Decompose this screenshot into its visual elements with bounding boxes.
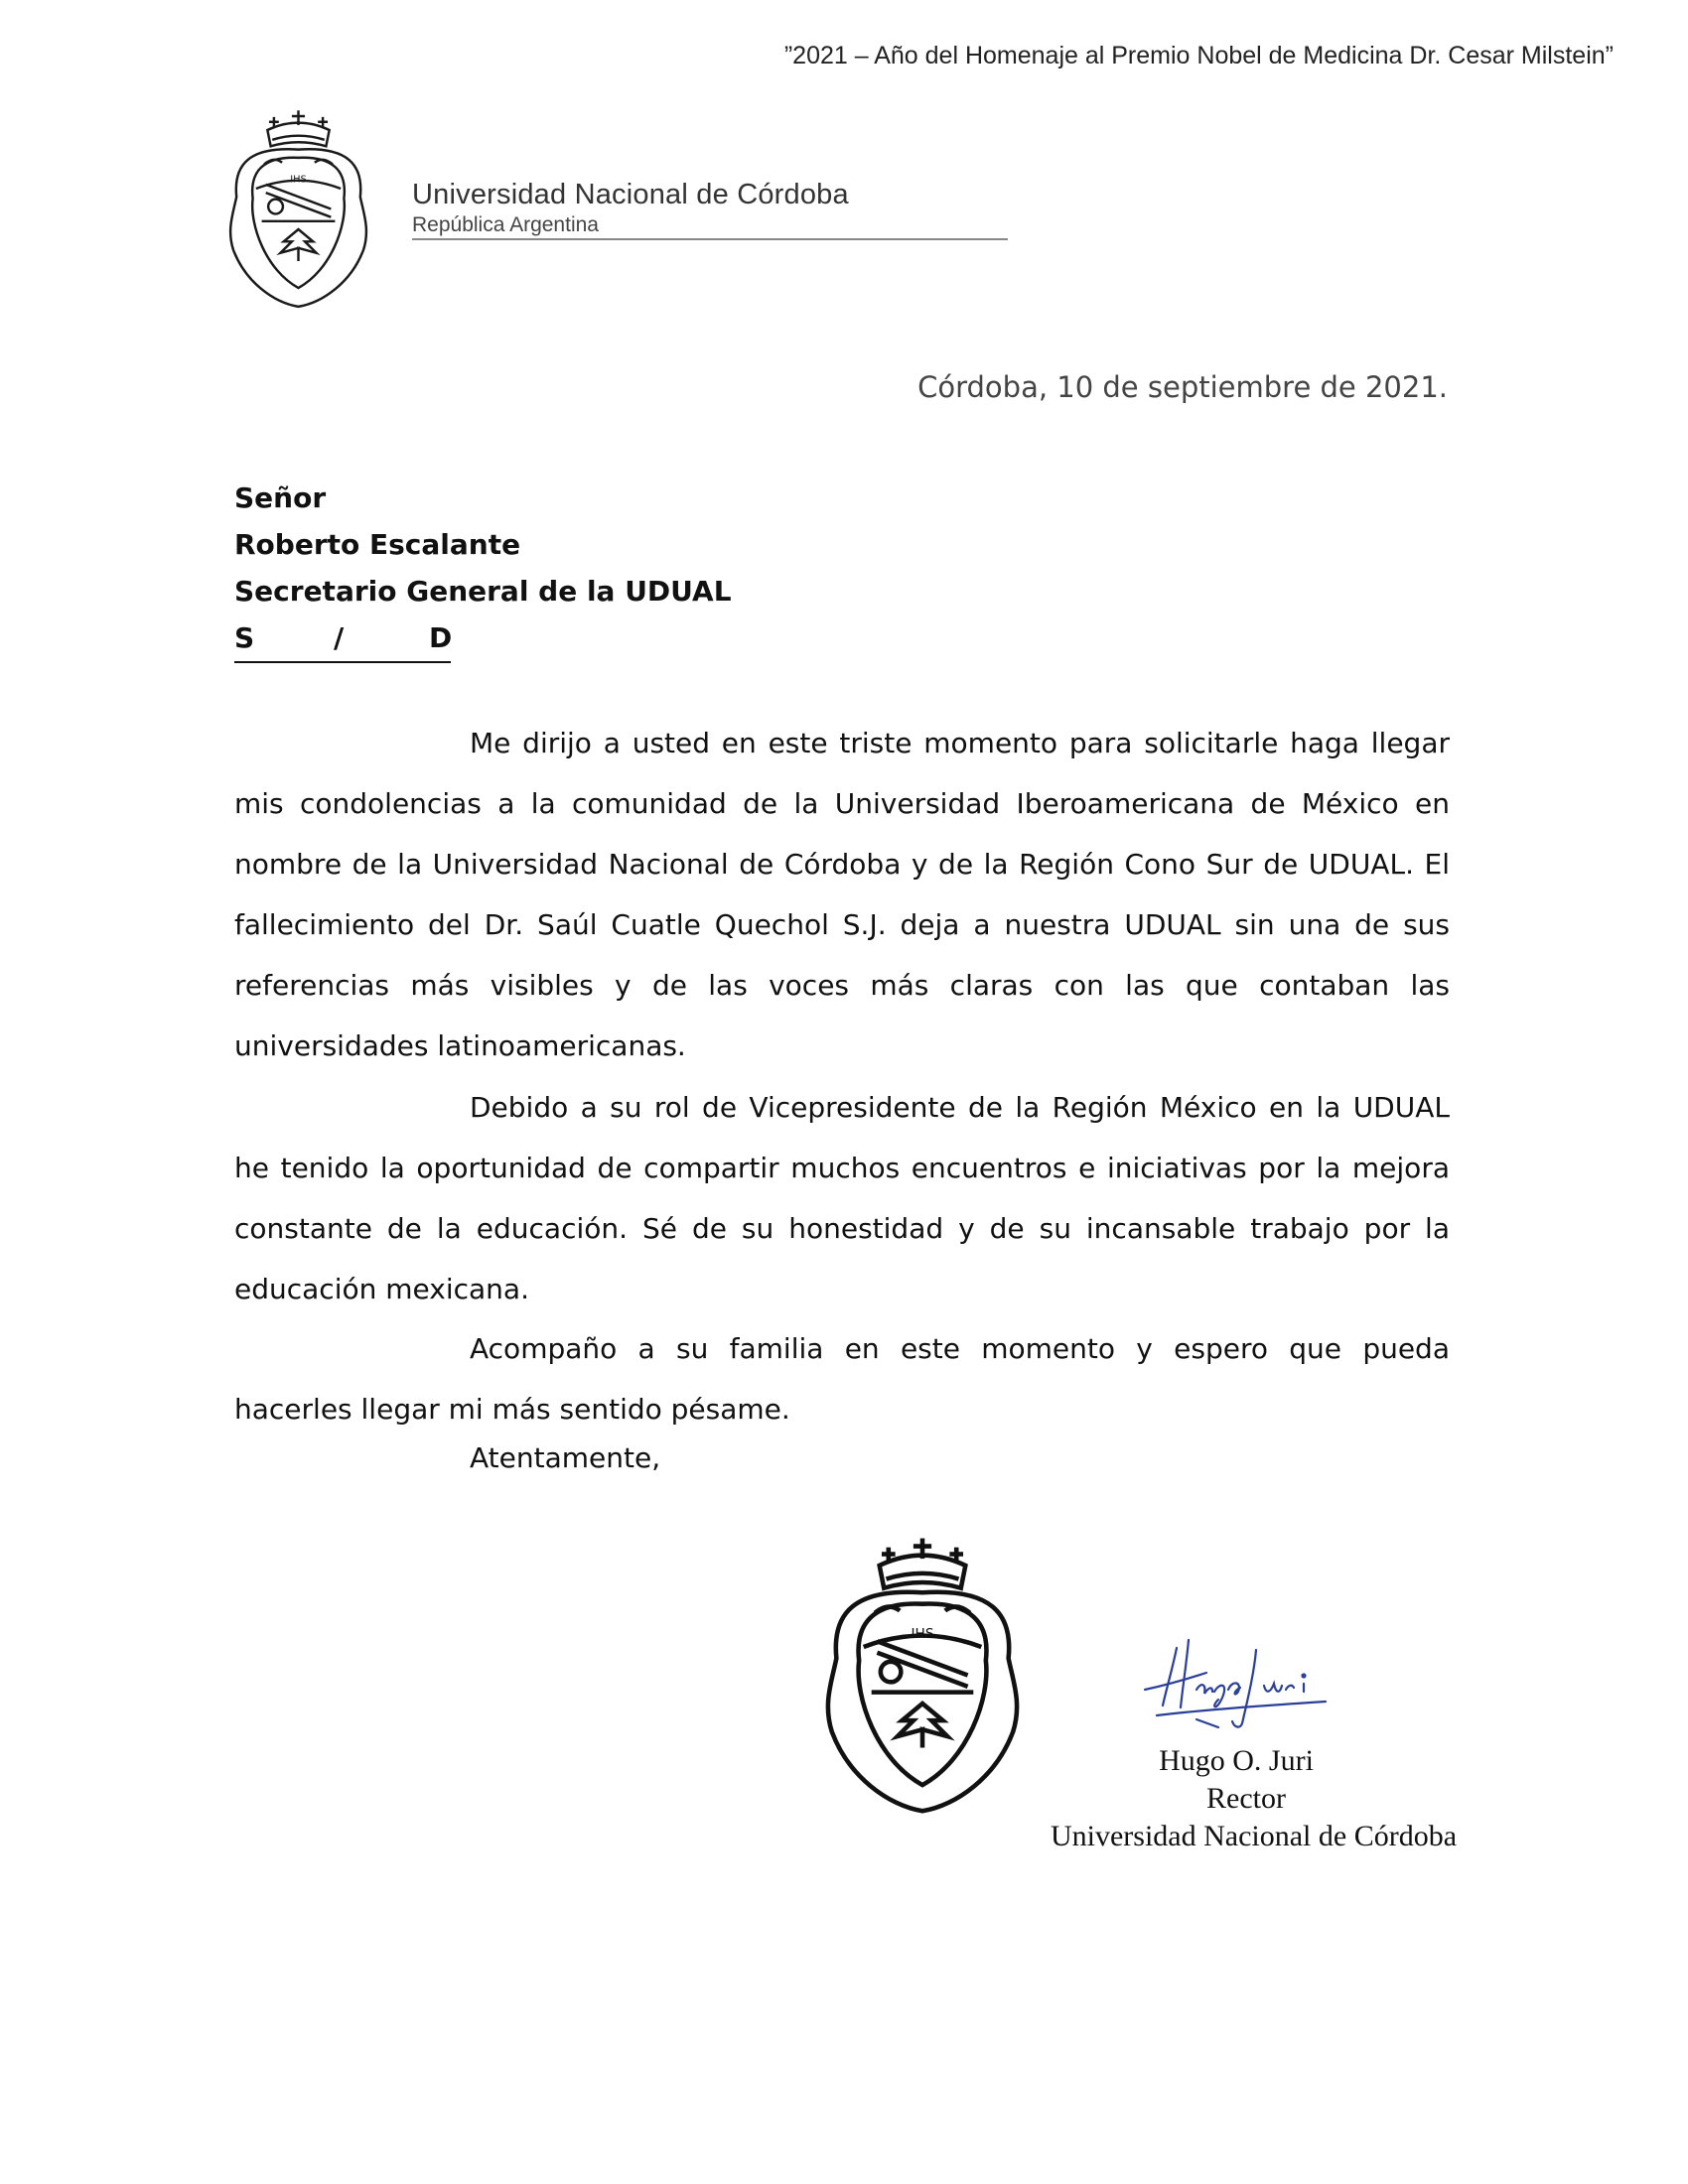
university-crest-icon xyxy=(216,107,380,311)
svg-text:IHS: IHS xyxy=(911,1625,934,1642)
handwritten-signature-icon xyxy=(1137,1628,1336,1737)
su-despacho xyxy=(234,614,732,663)
recipient-block xyxy=(234,475,732,663)
commemoration-header: ”2021 – Año del Homenaje al Premio Nobel de Medicina Dr. Cesar Milstein” xyxy=(783,42,1614,69)
sd-slash: / xyxy=(334,621,345,654)
letter-paragraph: Me dirijo a usted en este triste momento para solicitarle haga llegar mis condolencias a la comunidad de la Universidad Iberoamericana de México en nombre de la Universidad Nacional de Córdoba y de la Región Cono Sur de UDUAL. El fallecimiento del Dr. Saúl Cuatle Quechol S.J. deja a nuestra UDUAL sin una de sus referencias más visibles y de las voces más claras con las que contaban las universidades latinoamericanas. xyxy=(234,727,1450,1062)
letter-date: Córdoba, 10 de septiembre de 2021. xyxy=(917,370,1448,404)
signatory-name: Hugo O. Juri xyxy=(1159,1744,1314,1777)
signatory-institution: Universidad Nacional de Córdoba xyxy=(1050,1820,1458,1852)
institution-country: República Argentina xyxy=(412,213,599,236)
sd-d: D xyxy=(429,621,453,654)
svg-text:IHS: IHS xyxy=(290,174,307,186)
signatory-role: Rector xyxy=(1206,1782,1286,1815)
recipient-name: Roberto Escalante xyxy=(234,528,521,561)
signatory-block xyxy=(923,1742,1599,1855)
recipient-salutation: Señor xyxy=(234,481,327,514)
header-divider xyxy=(412,238,1008,240)
institution-block xyxy=(412,179,849,237)
recipient-title: Secretario General de la UDUAL xyxy=(234,575,732,608)
letter-closing: Atentamente, xyxy=(470,1441,661,1474)
letter-paragraph: Acompaño a su familia en este momento y espero que pueda hacerles llegar mi más sentido pésame. xyxy=(234,1332,1450,1426)
letter-paragraph: Debido a su rol de Vicepresidente de la Región México en la UDUAL he tenido la oportunidad de compartir muchos encuentros e iniciativas por la mejora constante de la educación. Sé de su honestidad y de su incansable trabajo por la educación mexicana. xyxy=(234,1091,1450,1305)
sd-s: S xyxy=(234,621,255,654)
institution-name: Universidad Nacional de Córdoba xyxy=(412,179,849,210)
